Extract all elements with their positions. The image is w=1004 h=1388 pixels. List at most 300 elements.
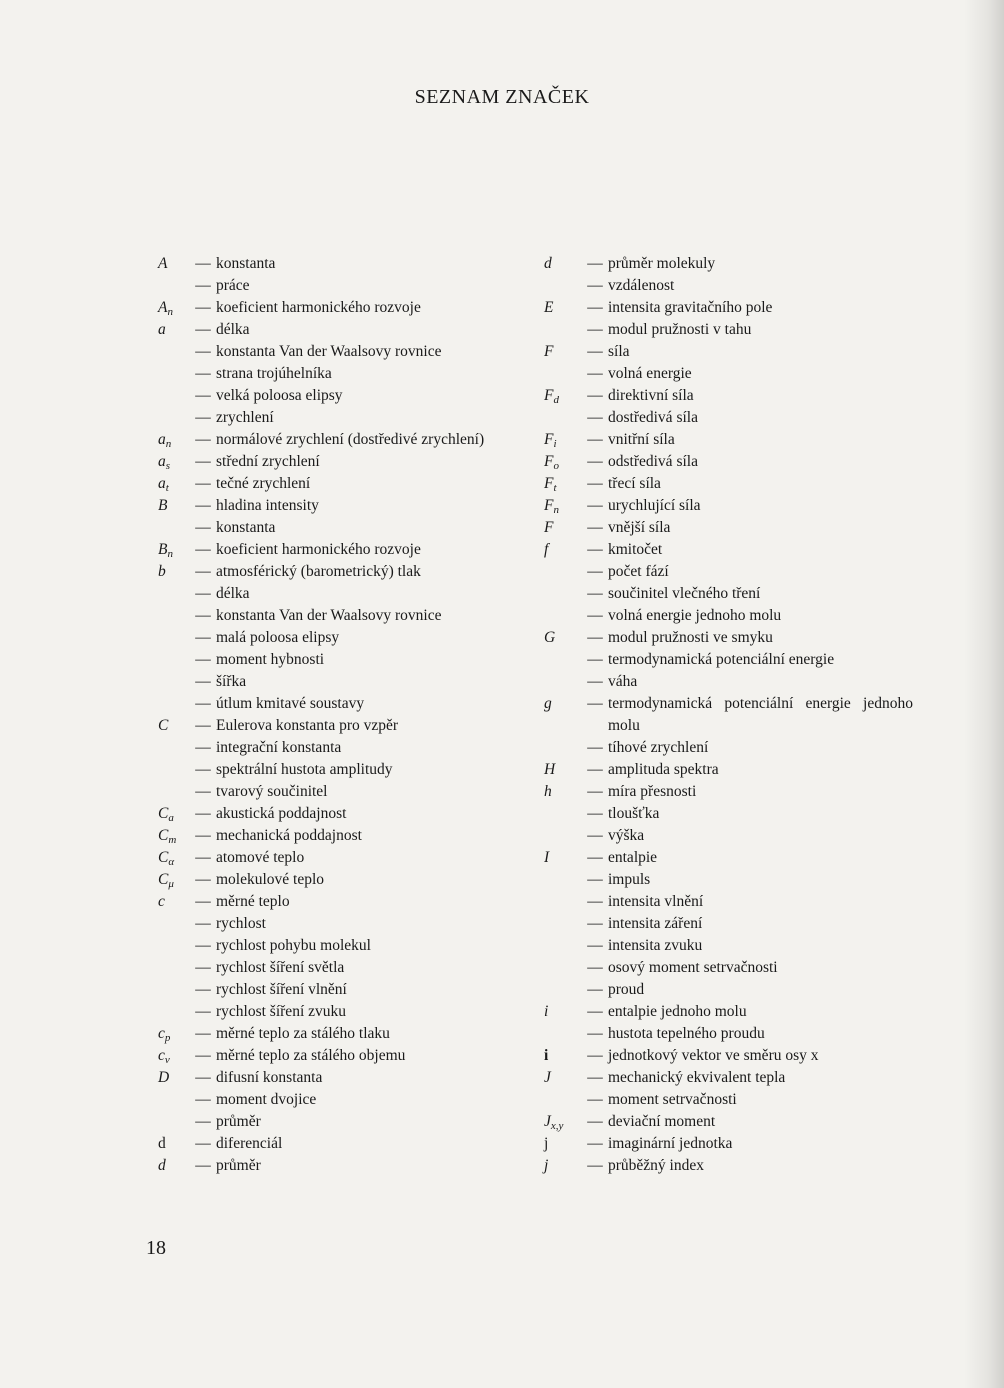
- symbol-entry: [538, 979, 913, 1001]
- symbol-description: vnější síla: [608, 519, 671, 536]
- symbol-description: koeficient harmonického rozvoje: [216, 541, 421, 558]
- symbol-subscript: v: [164, 1054, 170, 1066]
- symbol-description: dostředivá síla: [608, 409, 698, 426]
- symbol-description: šířka: [216, 673, 247, 690]
- dash-separator: —: [587, 541, 603, 558]
- dash-separator: —: [587, 321, 603, 338]
- symbol-description: síla: [608, 343, 630, 360]
- symbol-description: strana trojúhelníka: [216, 365, 332, 382]
- symbol-list-right: [538, 253, 913, 1177]
- dash-separator: —: [195, 277, 211, 294]
- symbol-entry: [538, 407, 913, 429]
- symbol-description: hustota tepelného proudu: [608, 1025, 765, 1042]
- symbol-entry: [150, 627, 530, 649]
- dash-separator: —: [195, 629, 211, 646]
- symbol-description: integrační konstanta: [216, 739, 342, 756]
- dash-separator: —: [195, 739, 211, 756]
- dash-separator: —: [587, 783, 603, 800]
- symbol-entry: [538, 253, 913, 275]
- symbol: H: [544, 761, 556, 778]
- symbol-entry: [150, 671, 530, 693]
- symbol-description: mechanická poddajnost: [216, 827, 362, 844]
- symbol-description: konstanta Van der Waalsovy rovnice: [216, 607, 442, 624]
- symbol: $C_\alpha$: [158, 849, 175, 868]
- symbol-list-left: [150, 253, 530, 1177]
- dash-separator: —: [587, 1091, 603, 1108]
- dash-separator: —: [587, 1003, 603, 1020]
- dash-separator: —: [587, 827, 603, 844]
- symbol-entry: [150, 539, 530, 561]
- symbol-entry: [538, 1089, 913, 1111]
- symbol-entry: [150, 275, 530, 297]
- symbol-description: atomové teplo: [216, 849, 305, 866]
- dash-separator: —: [587, 937, 603, 954]
- dash-separator: —: [195, 299, 211, 316]
- dash-separator: —: [195, 431, 211, 448]
- dash-separator: —: [195, 607, 211, 624]
- symbol-entry: [538, 1111, 913, 1133]
- symbol-description: rychlost pohybu molekul: [216, 937, 371, 954]
- symbol-entry: [150, 1133, 530, 1155]
- symbol-description: Eulerova konstanta pro vzpěr: [216, 717, 399, 734]
- symbol-description: spektrální hustota amplitudy: [216, 761, 393, 778]
- symbol-description: hladina intensity: [216, 497, 319, 514]
- dash-separator: —: [195, 343, 211, 360]
- symbol-subscript: μ: [168, 878, 174, 890]
- symbol-entry: [150, 363, 530, 385]
- symbol-description: průměr molekuly: [608, 255, 716, 272]
- symbol: g: [544, 695, 552, 712]
- dash-separator: —: [195, 1091, 211, 1108]
- symbol-description: tvarový součinitel: [216, 783, 328, 800]
- dash-separator: —: [587, 277, 603, 294]
- symbol-description: entalpie jednoho molu: [608, 1003, 747, 1020]
- symbol: $a_s$: [158, 453, 171, 472]
- symbol-description: osový moment setrvačnosti: [608, 959, 778, 976]
- symbol-description: tloušťka: [608, 805, 660, 822]
- dash-separator: —: [195, 849, 211, 866]
- symbol-description: míra přesnosti: [608, 783, 697, 800]
- dash-separator: —: [587, 1025, 603, 1042]
- symbol-description: průměr: [216, 1157, 261, 1174]
- symbol-entry: [150, 693, 530, 715]
- dash-separator: —: [195, 937, 211, 954]
- dash-separator: —: [195, 453, 211, 470]
- dash-separator: —: [587, 893, 603, 910]
- dash-separator: —: [587, 365, 603, 382]
- symbol: $F_t$: [544, 475, 557, 494]
- symbol-entry: [538, 693, 913, 737]
- symbol-description: intensita záření: [608, 915, 703, 932]
- symbol-entry: [538, 781, 913, 803]
- symbol-description: moment dvojice: [216, 1091, 317, 1108]
- dash-separator: —: [195, 1069, 211, 1086]
- symbol-description: práce: [216, 277, 250, 294]
- symbol-description: volná energie jednoho molu: [608, 607, 782, 624]
- symbol: f: [544, 541, 549, 558]
- page-number: 18: [146, 1237, 166, 1259]
- dash-separator: —: [587, 739, 603, 756]
- symbol-description: vzdálenost: [608, 277, 675, 294]
- symbol-subscript: t: [165, 482, 169, 494]
- symbol-entry: [150, 253, 530, 275]
- symbol-entry: [538, 319, 913, 341]
- symbol-entry: [538, 429, 913, 451]
- symbol-description: jednotkový vektor ve směru osy x: [608, 1047, 819, 1064]
- dash-separator: —: [195, 915, 211, 932]
- symbol-entry: [150, 1023, 530, 1045]
- dash-separator: —: [195, 1113, 211, 1130]
- symbol-description: tíhové zrychlení: [608, 739, 709, 756]
- symbol-description: urychlující síla: [608, 497, 701, 514]
- dash-separator: —: [195, 563, 211, 580]
- symbol-entry: [150, 297, 530, 319]
- symbol-entry: [150, 1111, 530, 1133]
- dash-separator: —: [587, 673, 603, 690]
- symbol-entry: [538, 803, 913, 825]
- symbol-entry: [150, 583, 530, 605]
- symbol-entry: [538, 605, 913, 627]
- symbol: $C_a$: [158, 805, 174, 824]
- symbol-entry: [150, 847, 530, 869]
- symbol-entry: [150, 737, 530, 759]
- symbol: h: [544, 783, 552, 800]
- dash-separator: —: [587, 563, 603, 580]
- symbol: D: [158, 1069, 170, 1086]
- symbol-description: termodynamická potenciální energie jednoho molu: [608, 695, 913, 734]
- symbol-description: normálové zrychlení (dostředivé zrychlení): [216, 431, 485, 448]
- symbol-description: kmitočet: [608, 541, 663, 558]
- symbol-description: proud: [608, 981, 645, 998]
- dash-separator: —: [195, 871, 211, 888]
- symbol-description: útlum kmitavé soustavy: [216, 695, 365, 712]
- symbol-description: moment hybnosti: [216, 651, 325, 668]
- dash-separator: —: [587, 1113, 603, 1130]
- symbol: $F_o$: [544, 453, 559, 472]
- symbol-description: konstanta Van der Waalsovy rovnice: [216, 343, 442, 360]
- symbol-entry: [538, 1023, 913, 1045]
- symbol-entry: [150, 561, 530, 583]
- dash-separator: —: [195, 1025, 211, 1042]
- symbol-description: molekulové teplo: [216, 871, 325, 888]
- symbol-description: akustická poddajnost: [216, 805, 347, 822]
- symbol-description: zrychlení: [216, 409, 274, 426]
- symbol-description: intensita gravitačního pole: [608, 299, 773, 316]
- symbol-entry: [150, 869, 530, 891]
- symbol-entry: [150, 759, 530, 781]
- dash-separator: —: [195, 1135, 211, 1152]
- symbol: $J_{x,y}$: [544, 1113, 564, 1132]
- symbol-description: konstanta: [216, 255, 276, 272]
- symbol: I: [544, 849, 550, 866]
- symbol-description: mechanický ekvivalent tepla: [608, 1069, 786, 1086]
- symbol-description: rychlost šíření světla: [216, 959, 345, 976]
- symbol: F: [544, 519, 554, 536]
- dash-separator: —: [587, 915, 603, 932]
- symbol-entry: [150, 1089, 530, 1111]
- symbol-description: koeficient harmonického rozvoje: [216, 299, 421, 316]
- symbol-entry: [538, 1133, 913, 1155]
- dash-separator: —: [587, 387, 603, 404]
- symbol: $C_m$: [158, 827, 177, 846]
- symbol-description: impuls: [608, 871, 651, 888]
- dash-separator: —: [195, 409, 211, 426]
- symbol-entry: [150, 715, 530, 737]
- dash-separator: —: [587, 519, 603, 536]
- symbol-description: konstanta: [216, 519, 276, 536]
- dash-separator: —: [587, 497, 603, 514]
- dash-separator: —: [587, 651, 603, 668]
- symbol-description: direktivní síla: [608, 387, 694, 404]
- symbol-description: termodynamická potenciální energie: [608, 651, 835, 668]
- symbol-entry: [538, 495, 913, 517]
- symbol-description: průměr: [216, 1113, 261, 1130]
- symbol-entry: [538, 737, 913, 759]
- dash-separator: —: [587, 343, 603, 360]
- symbol-description: měrné teplo za stálého objemu: [216, 1047, 406, 1064]
- dash-separator: —: [195, 519, 211, 536]
- symbol: F: [544, 343, 554, 360]
- symbol-entry: [150, 649, 530, 671]
- symbol: i: [544, 1047, 549, 1064]
- symbol: B: [158, 497, 168, 514]
- symbol-subscript: n: [167, 548, 173, 560]
- symbol: E: [544, 299, 554, 316]
- page-edge-shadow: [964, 0, 1004, 1388]
- symbol: j: [544, 1135, 549, 1152]
- dash-separator: —: [195, 387, 211, 404]
- dash-separator: —: [195, 981, 211, 998]
- symbol-description: volná energie: [608, 365, 692, 382]
- symbol-subscript: p: [164, 1032, 171, 1044]
- symbol-description: délka: [216, 585, 250, 602]
- dash-separator: —: [195, 783, 211, 800]
- symbol-entry: [538, 297, 913, 319]
- page-title: SEZNAM ZNAČEK: [414, 86, 590, 108]
- dash-separator: —: [195, 673, 211, 690]
- dash-separator: —: [587, 607, 603, 624]
- dash-separator: —: [195, 497, 211, 514]
- symbol-description: délka: [216, 321, 250, 338]
- symbol-description: atmosférický (barometrický) tlak: [216, 563, 421, 580]
- symbol-subscript: m: [168, 834, 177, 846]
- symbol-entry: [150, 979, 530, 1001]
- symbol-entry: [150, 935, 530, 957]
- dash-separator: —: [195, 651, 211, 668]
- symbol: $A_n$: [158, 299, 173, 318]
- symbol-entry: [538, 1001, 913, 1023]
- symbol-description: třecí síla: [608, 475, 661, 492]
- symbol-entry: [150, 825, 530, 847]
- symbol-entry: [150, 407, 530, 429]
- symbol-description: výška: [608, 827, 645, 844]
- symbol-entry: [150, 451, 530, 473]
- symbol: $F_d$: [544, 387, 559, 406]
- symbol-entry: [150, 957, 530, 979]
- symbol-subscript: n: [165, 438, 172, 450]
- dash-separator: —: [195, 475, 211, 492]
- dash-separator: —: [195, 255, 211, 272]
- symbol-entry: [150, 605, 530, 627]
- dash-separator: —: [587, 1135, 603, 1152]
- dash-separator: —: [587, 1157, 603, 1174]
- symbol-entry: [538, 847, 913, 869]
- dash-separator: —: [587, 453, 603, 470]
- symbol-description: odstředivá síla: [608, 453, 698, 470]
- symbol-subscript: x,y: [550, 1120, 564, 1132]
- symbol: d: [544, 255, 552, 272]
- symbol: $F_i$: [544, 431, 557, 450]
- dash-separator: —: [195, 365, 211, 382]
- symbol: b: [158, 563, 166, 580]
- symbol-entry: [150, 517, 530, 539]
- symbol: C: [158, 717, 169, 734]
- symbol-entry: [150, 1067, 530, 1089]
- symbol-entry: [150, 1045, 530, 1067]
- symbol-entry: [538, 891, 913, 913]
- symbol-description: rychlost šíření zvuku: [216, 1003, 347, 1020]
- symbol-entry: [538, 759, 913, 781]
- symbol-entry: [150, 803, 530, 825]
- symbol-entry: [538, 671, 913, 693]
- dash-separator: —: [587, 431, 603, 448]
- symbol-description: modul pružnosti ve smyku: [608, 629, 773, 646]
- symbol-subscript: d: [553, 394, 559, 406]
- symbol-description: průběžný index: [608, 1157, 704, 1174]
- dash-separator: —: [587, 1047, 603, 1064]
- dash-separator: —: [195, 541, 211, 558]
- symbol: $a_n$: [158, 431, 172, 450]
- symbol-entry: [538, 1067, 913, 1089]
- symbol-description: imaginární jednotka: [608, 1135, 733, 1152]
- dash-separator: —: [195, 959, 211, 976]
- symbol-entry: [150, 1001, 530, 1023]
- symbol-description: počet fází: [608, 563, 669, 580]
- symbol-description: váha: [608, 673, 638, 690]
- dash-separator: —: [195, 1047, 211, 1064]
- symbol: d: [158, 1135, 166, 1152]
- symbol-description: diferenciál: [216, 1135, 283, 1152]
- dash-separator: —: [587, 959, 603, 976]
- symbol-description: měrné teplo: [216, 893, 290, 910]
- symbol-entry: [538, 627, 913, 649]
- symbol-subscript: t: [553, 482, 557, 494]
- symbol-entry: [538, 473, 913, 495]
- symbol-description: měrné teplo za stálého tlaku: [216, 1025, 390, 1042]
- symbol-entry: [150, 429, 530, 451]
- symbol: $c_p$: [158, 1025, 171, 1044]
- symbol-description: tečné zrychlení: [216, 475, 311, 492]
- symbol-description: střední zrychlení: [216, 453, 320, 470]
- symbol-description: velká poloosa elipsy: [216, 387, 343, 404]
- symbol: $F_n$: [544, 497, 559, 516]
- dash-separator: —: [195, 321, 211, 338]
- dash-separator: —: [195, 1157, 211, 1174]
- symbol-description: entalpie: [608, 849, 658, 866]
- symbol-entry: [538, 363, 913, 385]
- symbol-subscript: n: [167, 306, 173, 318]
- dash-separator: —: [587, 255, 603, 272]
- symbol-entry: [538, 561, 913, 583]
- symbol-entry: [538, 913, 913, 935]
- dash-separator: —: [587, 475, 603, 492]
- dash-separator: —: [587, 629, 603, 646]
- symbol: G: [544, 629, 556, 646]
- symbol-entry: [150, 341, 530, 363]
- symbol-entry: [538, 451, 913, 473]
- symbol-entry: [538, 385, 913, 407]
- symbol-subscript: α: [168, 856, 175, 868]
- symbol-entry: [538, 341, 913, 363]
- symbol-entry: [150, 385, 530, 407]
- dash-separator: —: [587, 695, 603, 712]
- dash-separator: —: [195, 827, 211, 844]
- symbol-entry: [538, 517, 913, 539]
- symbol: $C_\mu$: [158, 871, 174, 890]
- symbol-entry: [538, 539, 913, 561]
- symbol-entry: [538, 583, 913, 605]
- symbol-description: intensita vlnění: [608, 893, 704, 910]
- symbol-entry: [150, 1155, 530, 1177]
- symbol-description: součinitel vlečného tření: [608, 585, 761, 602]
- symbol-description: rychlost: [216, 915, 266, 932]
- symbol: a: [158, 321, 166, 338]
- symbol-description: modul pružnosti v tahu: [608, 321, 752, 338]
- symbol-description: vnitřní síla: [608, 431, 675, 448]
- dash-separator: —: [587, 981, 603, 998]
- symbol: A: [158, 255, 168, 272]
- symbol: i: [544, 1003, 549, 1020]
- symbol-entry: [150, 781, 530, 803]
- symbol-description: difusní konstanta: [216, 1069, 323, 1086]
- symbol-subscript: i: [553, 438, 557, 450]
- dash-separator: —: [195, 695, 211, 712]
- symbol-entry: [150, 913, 530, 935]
- symbol-entry: [538, 869, 913, 891]
- symbol: $B_n$: [158, 541, 173, 560]
- dash-separator: —: [587, 585, 603, 602]
- symbol-subscript: s: [165, 460, 171, 472]
- symbol: j: [544, 1157, 549, 1174]
- dash-separator: —: [195, 805, 211, 822]
- symbol-subscript: o: [553, 460, 559, 472]
- symbol-description: rychlost šíření vlnění: [216, 981, 347, 998]
- dash-separator: —: [587, 299, 603, 316]
- symbol-description: deviační moment: [608, 1113, 716, 1130]
- symbol: d: [158, 1157, 166, 1174]
- dash-separator: —: [587, 849, 603, 866]
- symbol-subscript: a: [168, 812, 174, 824]
- dash-separator: —: [587, 409, 603, 426]
- dash-separator: —: [195, 761, 211, 778]
- symbol-entry: [538, 825, 913, 847]
- symbol-description: amplituda spektra: [608, 761, 719, 778]
- symbol-entry: [150, 891, 530, 913]
- symbol-entry: [150, 495, 530, 517]
- symbol-entry: [538, 935, 913, 957]
- symbol-entry: [150, 473, 530, 495]
- dash-separator: —: [195, 585, 211, 602]
- dash-separator: —: [195, 717, 211, 734]
- symbol-description: moment setrvačnosti: [608, 1091, 737, 1108]
- dash-separator: —: [195, 1003, 211, 1020]
- symbol: J: [544, 1069, 551, 1086]
- symbol: $c_v$: [158, 1047, 170, 1066]
- symbol-entry: [150, 319, 530, 341]
- symbol-entry: [538, 957, 913, 979]
- symbol-entry: [538, 1155, 913, 1177]
- symbol-entry: [538, 275, 913, 297]
